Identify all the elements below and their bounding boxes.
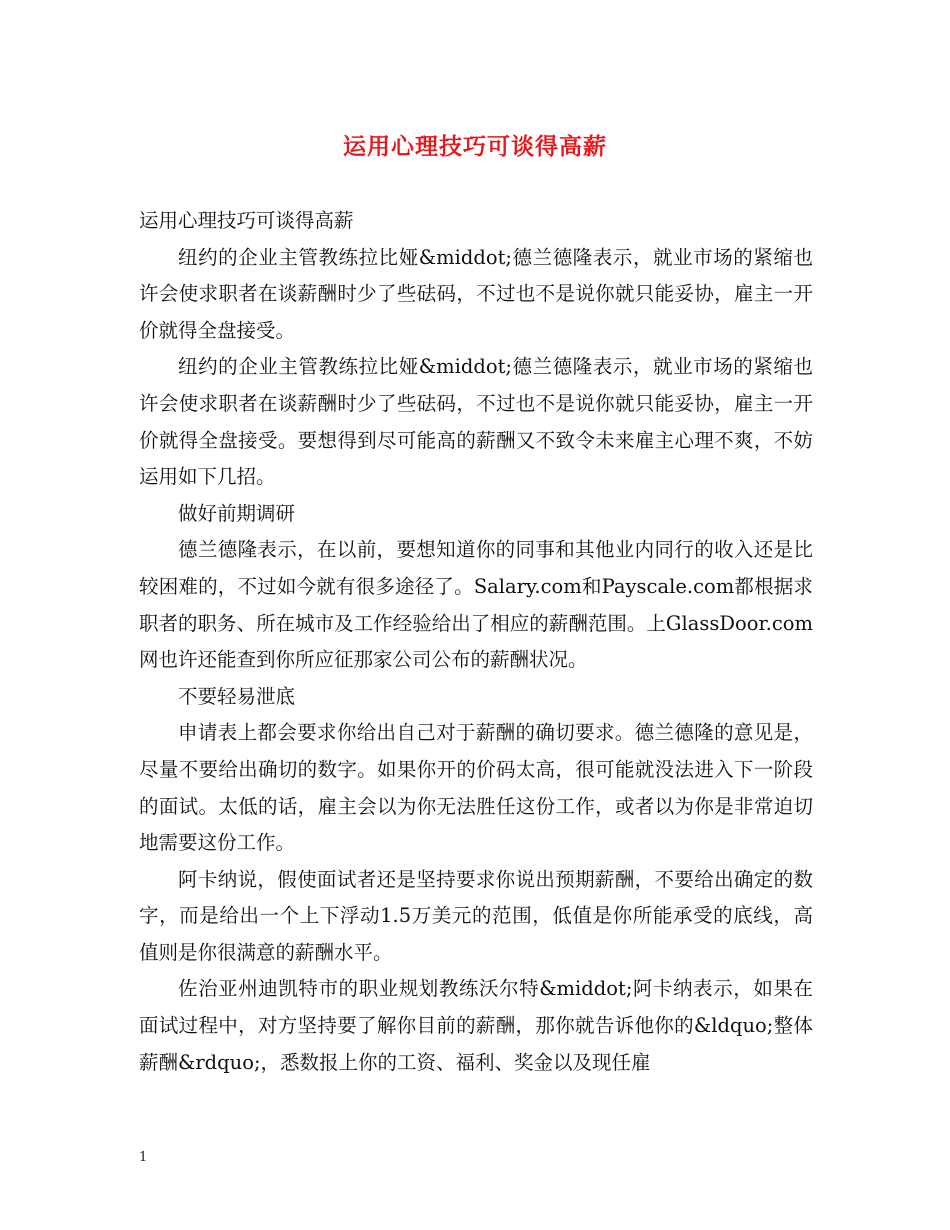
paragraph: 阿卡纳说，假使面试者还是坚持要求你说出预期薪酬，不要给出确定的数字，而是给出一个上下浮动1.5万美元的范围，低值是你所能承受的底线，高值则是你很满意的薪酬水平。 xyxy=(139,867,813,964)
page-number: 1 xyxy=(139,1150,148,1165)
paragraph: 纽约的企业主管教练拉比娅&middot;德兰德隆表示，就业市场的紧缩也许会使求职者在谈薪酬时少了些砝码，不过也不是说你就只能妥协，雇主一开价就得全盘接受。要想得到尽可能高的薪酬又不致令未来雇主心理不爽，不妨运用如下几招。 xyxy=(139,355,813,489)
paragraph: 德兰德隆表示，在以前，要想知道你的同事和其他业内同行的收入还是比较困难的，不过如今就有很多途径了。Salary.com和Payscale.com都根据求职者的职务、所在城市及工作经验给出了相应的薪酬范围。上GlassDoor.com网也许还能查到你所应征那家公司公布的薪酬状况。 xyxy=(139,538,813,672)
document-body xyxy=(139,203,813,1081)
paragraph: 申请表上都会要求你给出自己对于薪酬的确切要求。德兰德隆的意见是，尽量不要给出确切的数字。如果你开的价码太高，很可能就没法进入下一阶段的面试。太低的话，雇主会以为你无法胜任这份工作，或者以为你是非常迫切地需要这份工作。 xyxy=(139,721,813,855)
paragraph: 纽约的企业主管教练拉比娅&middot;德兰德隆表示，就业市场的紧缩也许会使求职者在谈薪酬时少了些砝码，不过也不是说你就只能妥协，雇主一开价就得全盘接受。 xyxy=(139,245,813,342)
paragraph: 佐治亚州迪凯特市的职业规划教练沃尔特&middot;阿卡纳表示，如果在面试过程中，对方坚持要了解你目前的薪酬，那你就告诉他你的&ldquo;整体薪酬&rdquo;，悉数报上你的工资、福利、奖金以及现任雇 xyxy=(139,977,813,1074)
article-heading: 运用心理技巧可谈得高薪 xyxy=(139,209,354,232)
section-heading: 不要轻易泄底 xyxy=(178,684,296,708)
document-title: 运用心理技巧可谈得高薪 xyxy=(343,133,607,160)
section-heading: 做好前期调研 xyxy=(178,501,296,525)
